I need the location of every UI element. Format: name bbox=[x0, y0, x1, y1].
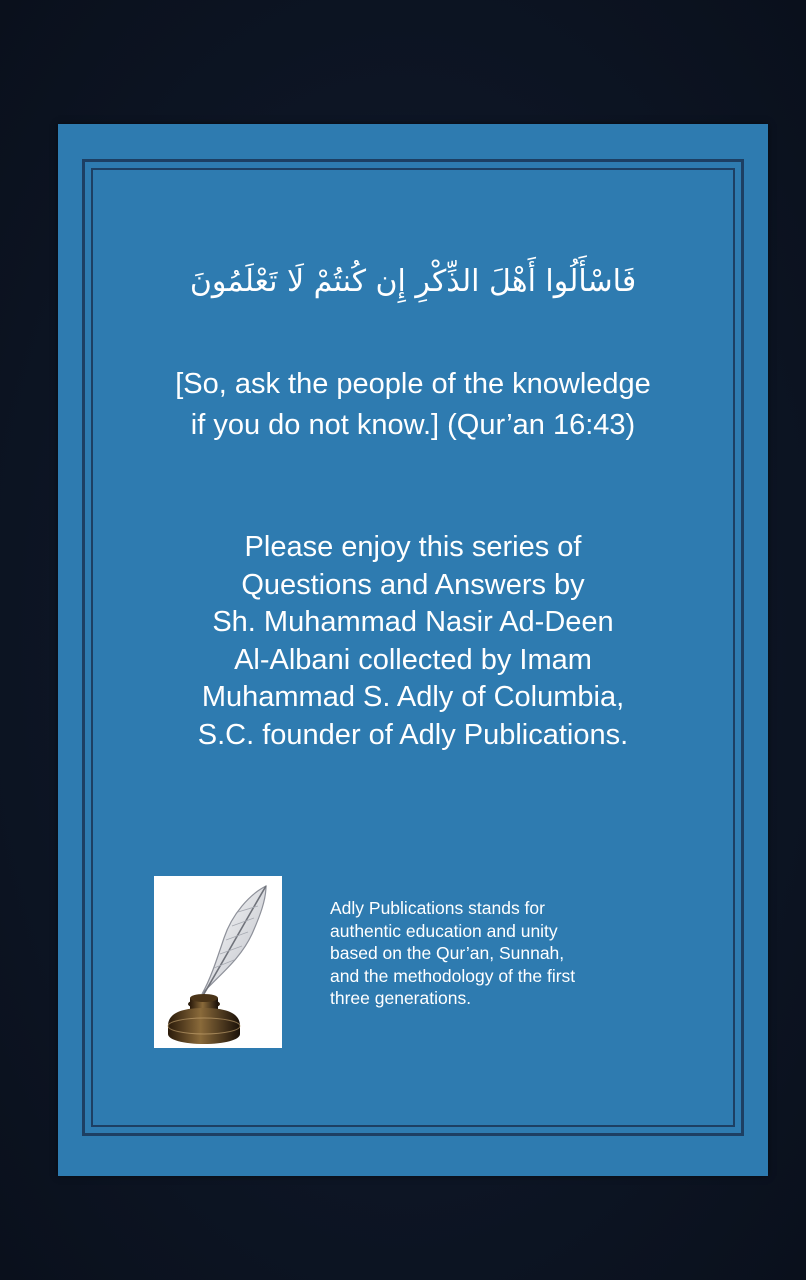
quote-line: if you do not know.] (Qur’an 16:43) bbox=[190, 409, 636, 441]
tagline-line: based on the Qur’an, Sunnah, bbox=[330, 943, 565, 963]
quote-line: [So, ask the people of the knowledge bbox=[175, 368, 651, 400]
blue-panel bbox=[58, 124, 768, 1176]
intro-line: Please enjoy this series of bbox=[244, 531, 582, 563]
series-intro bbox=[58, 529, 768, 754]
intro-line: Al-Albani collected by Imam bbox=[234, 643, 592, 676]
arabic-verse: فَاسْأَلُوا أَهْلَ الذِّكْرِ إِن كُنتُمْ لَا تَعْلَمُونَ bbox=[189, 264, 637, 299]
tagline-line: three generations. bbox=[330, 988, 472, 1008]
intro-line: Sh. Muhammad Nasir Ad-Deen bbox=[212, 606, 614, 638]
publisher-tagline bbox=[330, 897, 720, 1010]
intro-line: Muhammad S. Adly of Columbia, bbox=[201, 681, 625, 713]
quran-quote bbox=[58, 364, 768, 446]
intro-line: S.C. founder of Adly Publications. bbox=[197, 718, 629, 751]
quill-and-inkwell-icon bbox=[154, 876, 282, 1048]
tagline-line: and the methodology of the first bbox=[330, 965, 576, 986]
intro-line: Questions and Answers by bbox=[241, 568, 585, 601]
tagline-line: authentic education and unity bbox=[330, 920, 558, 941]
tagline-line: Adly Publications stands for bbox=[330, 898, 545, 918]
publisher-logo bbox=[154, 876, 282, 1048]
